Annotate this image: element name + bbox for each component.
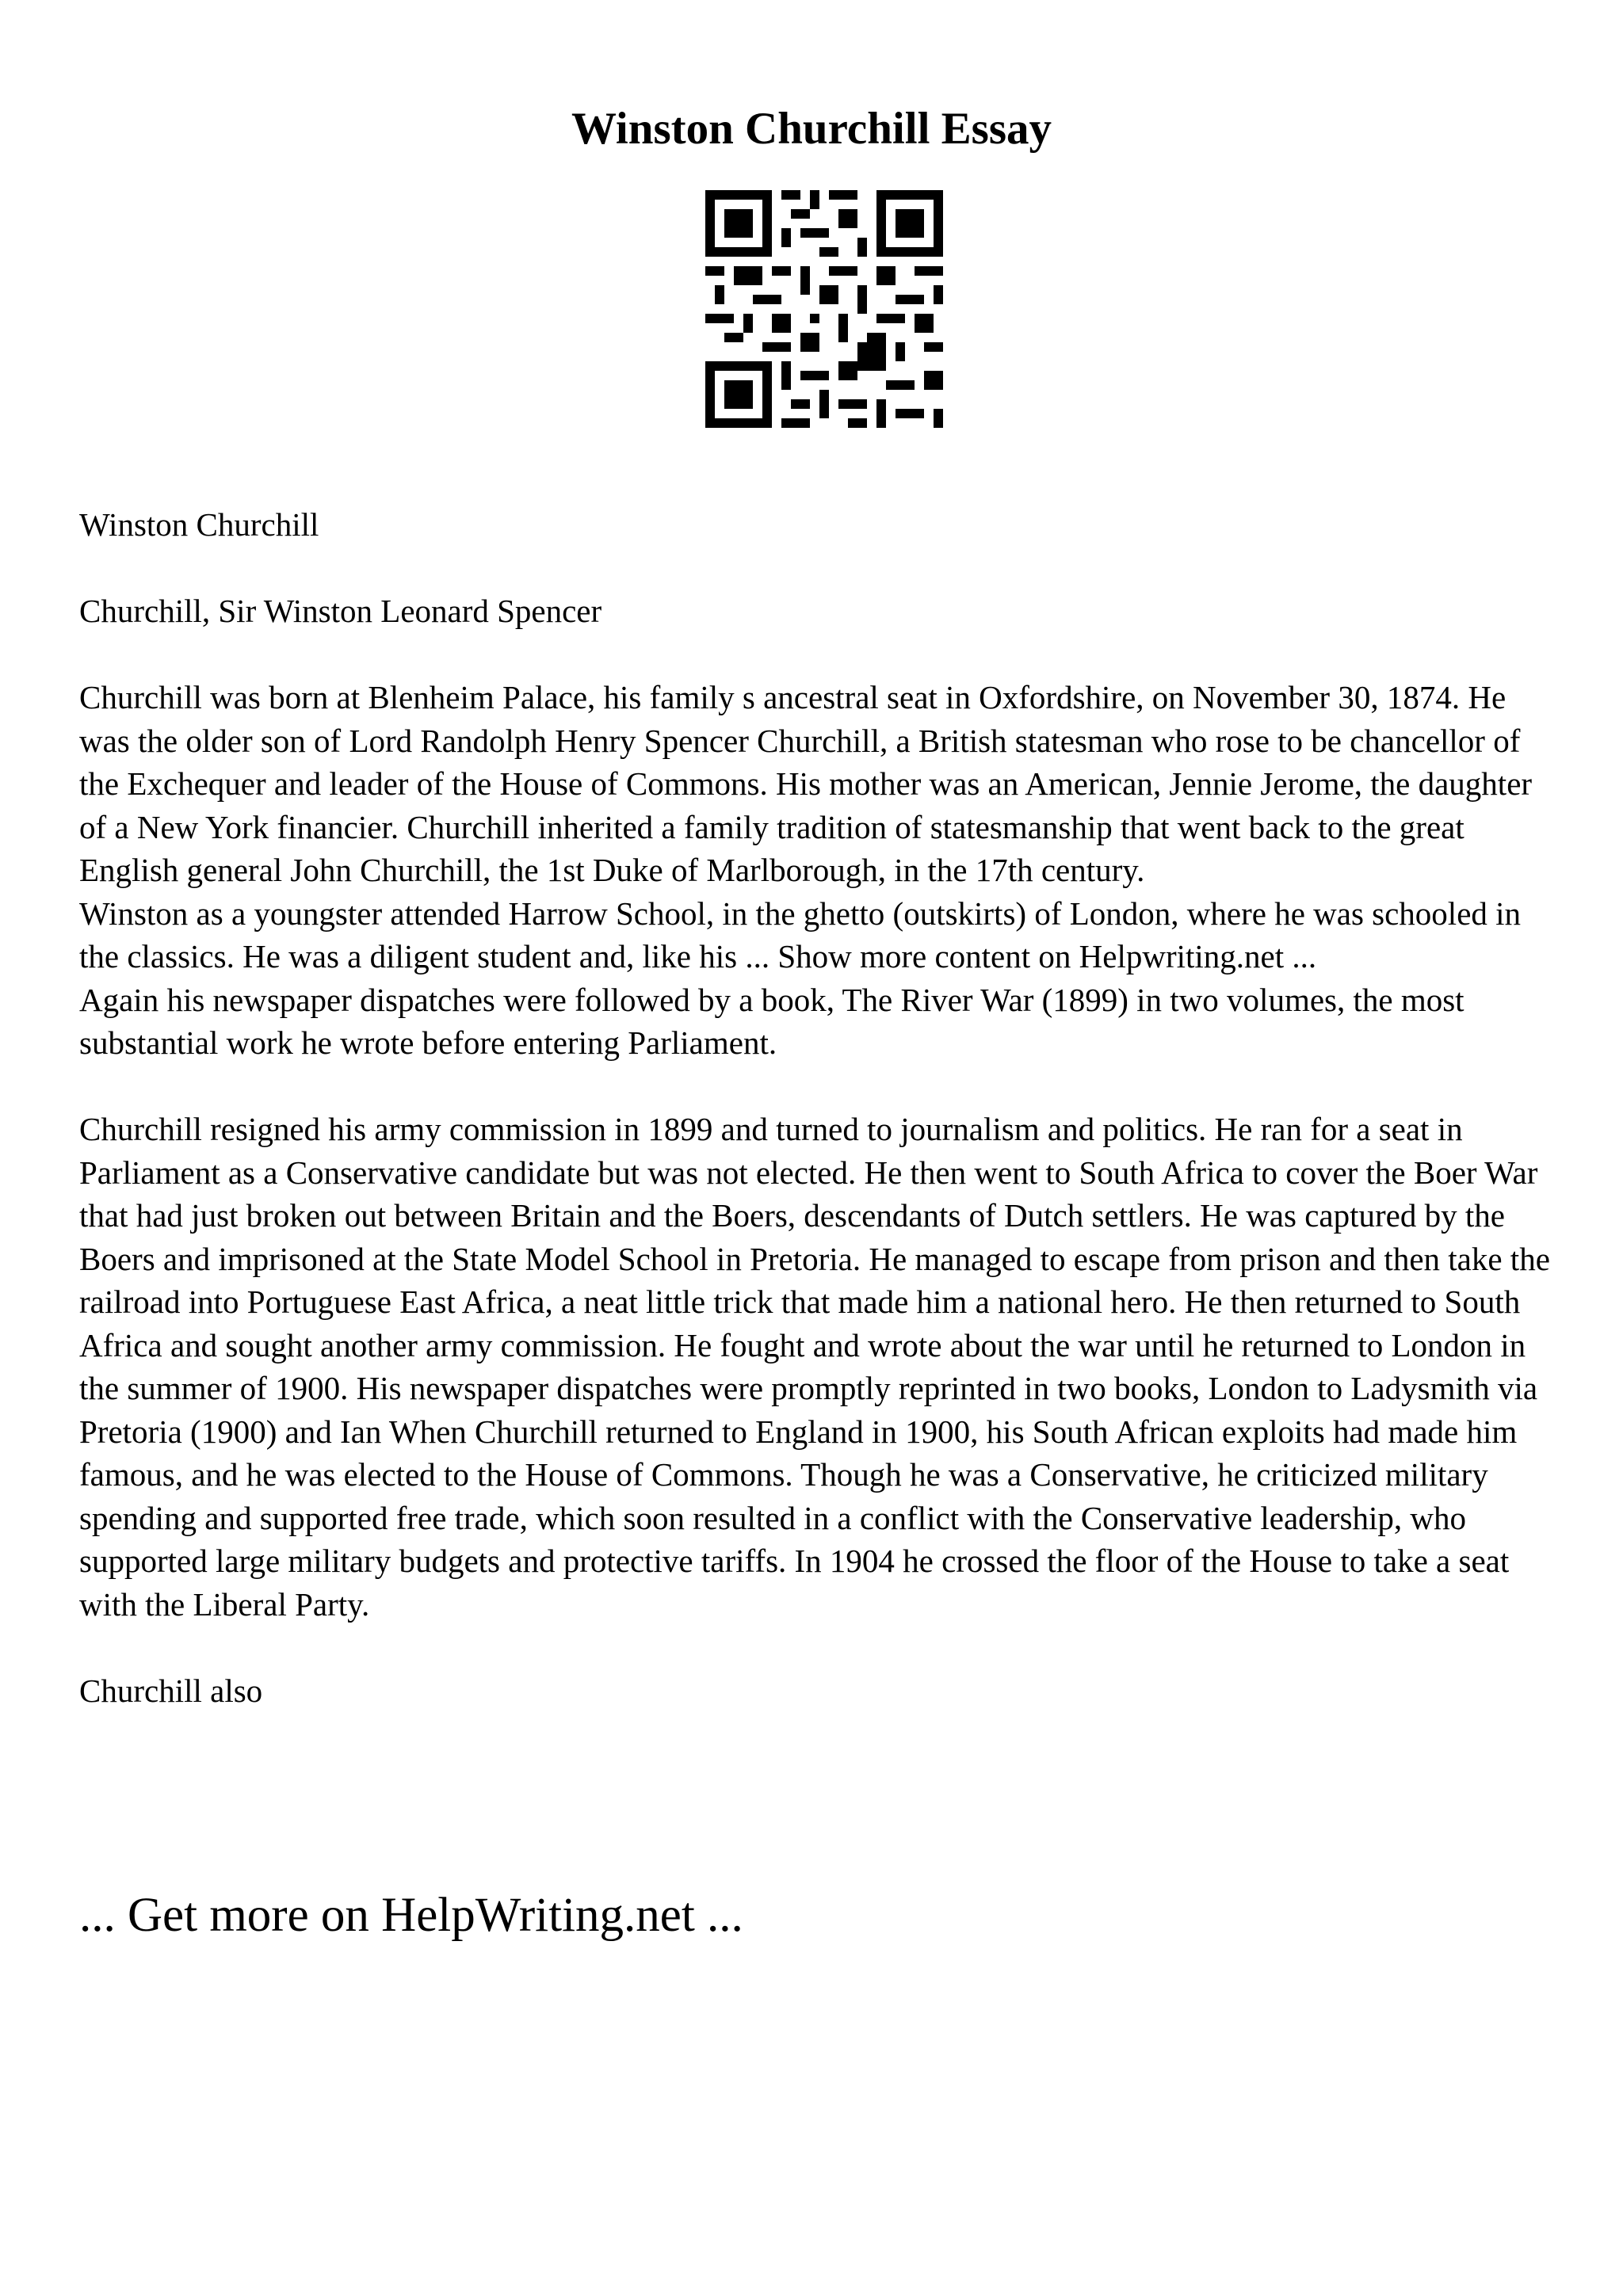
paragraph: Churchill was born at Blenheim Palace, his family s ancestral seat in Oxfordshire, on November 30, 1874. He was the older son of Lord Randolph Henry Spencer Churchill, a British statesman who rose to be chancellor of the Exchequer and leader of the House of Commons. His mother was an American, Jennie Jerome, the daughter of a New York financier. Churchill inherited a family tradition of statesmanship that went back to the great English general John Churchill, the 1st Duke of Marlborough, in the 17th century. (79, 679, 1533, 888)
page-title: Winston Churchill Essay (571, 104, 1052, 154)
essay-body (79, 503, 1561, 1712)
paragraph: Churchill also (79, 1672, 263, 1709)
get-more-link[interactable]: ... Get more on HelpWriting.net ... (79, 1889, 743, 1942)
paragraph: Again his newspaper dispatches were followed by a book, The River War (1899) in two volumes, the most substantial work he wrote before entering Parliament. (79, 981, 1465, 1061)
paragraph: Winston as a youngster attended Harrow School, in the ghetto (outskirts) of London, where he was schooled in the classics. He was a diligent student and, like his ... Show more content on Helpwriting.net ... (79, 894, 1522, 974)
essay-heading: Winston Churchill (79, 506, 319, 543)
qr-code-icon (705, 190, 943, 428)
essay-subheading: Churchill, Sir Winston Leonard Spencer (79, 593, 602, 629)
paragraph: Churchill resigned his army commission in 1899 and turned to journalism and politics. He ran for a seat in Parliament as a Conservative candidate but was not elected. He then went to South Africa to cover the Boer War that had just broken out between Britain and the Boers, descendants of Dutch settlers. He was captured by the Boers and imprisoned at the State Model School in Pretoria. He managed to escape from prison and then take the railroad into Portuguese East Africa, a neat little trick that made him a national hero. He then returned to South Africa and sought another army commission. He fought and wrote about the war until he returned to London in the summer of 1900. His newspaper dispatches were promptly reprinted in two books, London to Ladysmith via Pretoria (1900) and Ian When Churchill returned to England in 1900, his South African exploits had made him famous, and he was elected to the House of Commons. Though he was a Conservative, he criticized military spending and supported free trade, which soon resulted in a conflict with the Conservative leadership, who supported large military budgets and protective tariffs. In 1904 he crossed the floor of the House to take a seat with the Liberal Party. (79, 1111, 1550, 1623)
